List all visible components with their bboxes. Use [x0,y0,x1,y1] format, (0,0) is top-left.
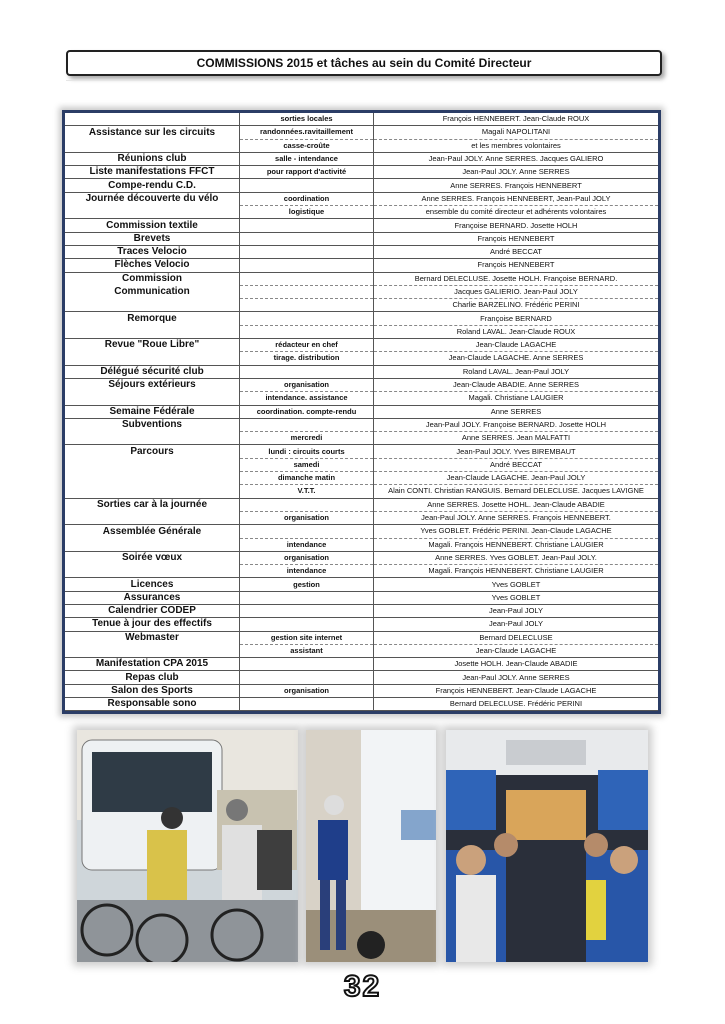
commissions-table [65,113,658,711]
task-name: V.T.T. [240,485,374,498]
members: Anne SERRES. Jean MALFATTI [374,432,659,445]
commission-name: Salon des Sports [65,684,240,697]
members: Bernard DELECLUSE. Frédéric PERINI [374,698,659,711]
table-row [65,565,658,578]
task-name: intendance. assistance [240,392,374,405]
commission-name: Compe-rendu C.D. [65,179,240,192]
commission-name: Assemblée Générale [65,525,240,538]
task-name [240,325,374,338]
members: Jean-Paul JOLY. Anne SERRES. Jacques GALIERO [374,152,659,165]
task-name: gestion site internet [240,631,374,644]
table-row [65,312,658,325]
members: Charlie BARZELINO. Frédéric PERINI [374,299,659,312]
members: Jean-Claude LAGACHE [374,644,659,657]
table-row [65,644,658,657]
task-name: organisation [240,378,374,391]
table-row [65,325,658,338]
members: Josette HOLH. Jean-Claude ABADIE [374,658,659,671]
commission-name [65,325,240,338]
members: Roland LAVAL. Jean-Paul JOLY [374,365,659,378]
task-name: gestion [240,578,374,591]
commission-name: Responsable sono [65,698,240,711]
table-row [65,485,658,498]
task-name [240,365,374,378]
task-name: tirage. distribution [240,352,374,365]
commission-name [65,113,240,126]
commission-name [65,299,240,312]
members: Roland LAVAL. Jean-Claude ROUX [374,325,659,338]
members: Jacques GALIERIO. Jean-Paul JOLY [374,285,659,298]
commission-name: Webmaster [65,631,240,644]
photo-bus-interior [446,730,648,962]
commission-name: Assurances [65,591,240,604]
commission-name [65,485,240,498]
table-row [65,113,658,126]
task-name: organisation [240,511,374,524]
members: Françoise BERNARD [374,312,659,325]
task-name: coordination. compte-rendu [240,405,374,418]
table-row [65,285,658,298]
members: Jean-Claude LAGACHE. Anne SERRES [374,352,659,365]
table-row [65,671,658,684]
table-row [65,458,658,471]
members: Magali. François HENNEBERT. Christiane LAUGIER [374,565,659,578]
grid-lines [66,80,660,112]
task-name: randonnées.ravitaillement [240,126,374,139]
task-name [240,299,374,312]
members: André BECCAT [374,245,659,258]
members: Jean-Paul JOLY. Anne SERRES [374,166,659,179]
table-row [65,445,658,458]
commission-name: Revue "Roue Libre" [65,339,240,352]
table-row [65,179,658,192]
page-title: COMMISSIONS 2015 et tâches au sein du Comité Directeur [66,50,662,76]
table-row [65,139,658,152]
task-name [240,591,374,604]
members: et les membres volontaires [374,139,659,152]
table-row [65,591,658,604]
task-name: pour rapport d'activité [240,166,374,179]
members: François HENNEBERT [374,259,659,272]
commission-name [65,352,240,365]
table-row [65,232,658,245]
commission-name [65,432,240,445]
members: François HENNEBERT. Jean-Claude LAGACHE [374,684,659,697]
commission-name: Parcours [65,445,240,458]
members: François HENNEBERT. Jean-Claude ROUX [374,113,659,126]
table-row [65,498,658,511]
page-number: 32 [343,970,382,1003]
table-row [65,126,658,139]
members: Jean-Paul JOLY. Françoise BERNARD. Josette HOLH [374,418,659,431]
task-name [240,259,374,272]
table-row [65,259,658,272]
members: Magali. Christiane LAUGIER [374,392,659,405]
task-name [240,525,374,538]
task-name: salle - intendance [240,152,374,165]
table-row [65,206,658,219]
members: Françoise BERNARD. Josette HOLH [374,219,659,232]
task-name [240,312,374,325]
task-name: organisation [240,684,374,697]
task-name: mercredi [240,432,374,445]
table-row [65,392,658,405]
table-row [65,578,658,591]
commission-name: Commission textile [65,219,240,232]
task-name: samedi [240,458,374,471]
members: Jean-Paul JOLY. Anne SERRES. François HENNEBERT. [374,511,659,524]
members: ensemble du comité directeur et adhérents volontaires [374,206,659,219]
table-row [65,405,658,418]
commission-name: Délégué sécurité club [65,365,240,378]
task-name [240,671,374,684]
commission-name [65,206,240,219]
table-row [65,511,658,524]
task-name: intendance [240,565,374,578]
commission-name [65,458,240,471]
task-name: organisation [240,551,374,564]
members: Magali. François HENNEBERT. Christiane LAUGIER [374,538,659,551]
members: Yves GOBLET. Frédéric PERINI. Jean-Claude LAGACHE [374,525,659,538]
commission-name: Licences [65,578,240,591]
photo-trailer-loading [306,730,436,962]
commission-name: Repas club [65,671,240,684]
table-row [65,166,658,179]
task-name [240,272,374,285]
table-row [65,352,658,365]
table-row [65,604,658,617]
members: Anne SERRES [374,405,659,418]
commission-name: Tenue à jour des effectifs [65,618,240,631]
table-row [65,378,658,391]
commission-name: Remorque [65,312,240,325]
task-name [240,604,374,617]
commission-name [65,511,240,524]
commission-name [65,392,240,405]
commission-name: Semaine Fédérale [65,405,240,418]
members: Anne SERRES. Yves GOBLET. Jean-Paul JOLY. [374,551,659,564]
task-name [240,658,374,671]
commission-name [65,565,240,578]
commissions-table-frame [62,110,661,714]
table-row [65,698,658,711]
members: Yves GOBLET [374,591,659,604]
task-name: lundi : circuits courts [240,445,374,458]
task-name: sorties locales [240,113,374,126]
commission-name: Flèches Velocio [65,259,240,272]
commission-name: Soirée vœux [65,551,240,564]
commission-name: Assistance sur les circuits [65,126,240,139]
task-name: rédacteur en chef [240,339,374,352]
commission-name: Séjours extérieurs [65,378,240,391]
table-row [65,684,658,697]
commission-name [65,644,240,657]
photo-cyclists-bus [77,730,298,962]
table-row [65,272,658,285]
task-name: intendance [240,538,374,551]
table-row [65,432,658,445]
commission-name: Manifestation CPA 2015 [65,658,240,671]
task-name [240,698,374,711]
members: Alain CONTI. Christian RANGUIS. Bernard DELECLUSE. Jacques LAVIGNE [374,485,659,498]
members: Jean-Claude LAGACHE. Jean-Paul JOLY [374,472,659,485]
commission-name [65,139,240,152]
table-row [65,418,658,431]
task-name [240,179,374,192]
task-name [240,498,374,511]
task-name [240,285,374,298]
members: Anne SERRES. François HENNEBERT [374,179,659,192]
members: Anne SERRES. François HENNEBERT, Jean-Paul JOLY [374,192,659,205]
members: Jean-Paul JOLY [374,618,659,631]
commission-name: Journée découverte du vélo [65,192,240,205]
table-row [65,525,658,538]
members: Jean-Paul JOLY. Anne SERRES [374,671,659,684]
task-name: coordination [240,192,374,205]
members: Jean-Paul JOLY. Yves BIREMBAUT [374,445,659,458]
commission-name: Liste manifestations FFCT [65,166,240,179]
task-name [240,232,374,245]
table-row [65,152,658,165]
members: Jean-Paul JOLY [374,604,659,617]
task-name [240,618,374,631]
task-name: logistique [240,206,374,219]
commission-name: Réunions club [65,152,240,165]
commission-name: Commission [65,272,240,285]
commission-name: Brevets [65,232,240,245]
task-name [240,418,374,431]
table-row [65,551,658,564]
members: Anne SERRES. Josette HOHL. Jean-Claude ABADIE [374,498,659,511]
members: Yves GOBLET [374,578,659,591]
commission-name: Communication [65,285,240,298]
commission-name [65,472,240,485]
task-name: dimanche matin [240,472,374,485]
commission-name: Calendrier CODEP [65,604,240,617]
table-row [65,299,658,312]
table-row [65,245,658,258]
table-row [65,658,658,671]
table-row [65,365,658,378]
table-row [65,219,658,232]
members: André BECCAT [374,458,659,471]
table-row [65,192,658,205]
members: Magali NAPOLITANI [374,126,659,139]
members: Bernard DELECLUSE [374,631,659,644]
commission-name: Subventions [65,418,240,431]
task-name [240,245,374,258]
members: François HENNEBERT [374,232,659,245]
task-name: casse-croûte [240,139,374,152]
members: Jean-Claude ABADIE. Anne SERRES [374,378,659,391]
table-row [65,618,658,631]
table-row [65,472,658,485]
table-row [65,339,658,352]
commission-name: Sorties car à la journée [65,498,240,511]
commission-name [65,538,240,551]
members: Jean-Claude LAGACHE [374,339,659,352]
members: Bernard DELECLUSE. Josette HOLH. Françoise BERNARD. [374,272,659,285]
table-row [65,631,658,644]
commission-name: Traces Velocio [65,245,240,258]
table-row [65,538,658,551]
task-name [240,219,374,232]
task-name: assistant [240,644,374,657]
